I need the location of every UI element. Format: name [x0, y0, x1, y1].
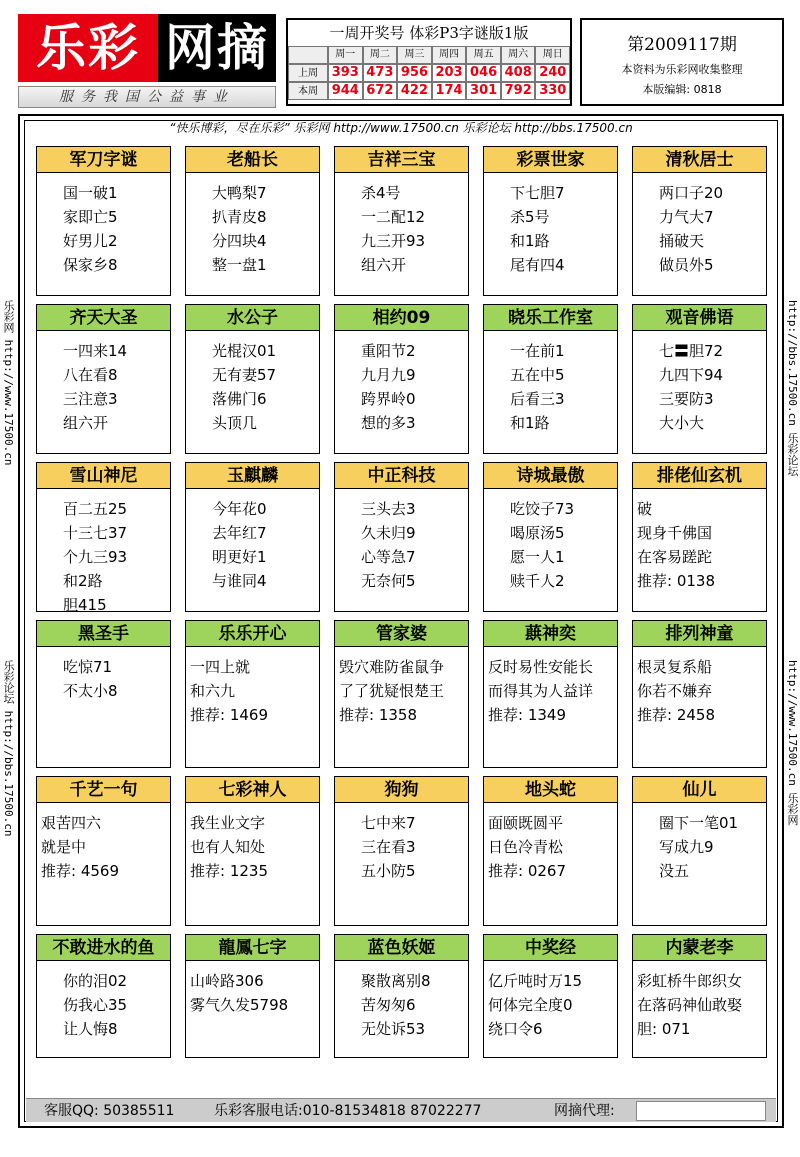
riddle-line: 国一破1 [63, 184, 118, 202]
riddle-box-title: 相约09 [335, 305, 468, 331]
riddle-box-body [37, 647, 170, 703]
riddle-line: 胆415 [63, 596, 107, 614]
riddle-box-body [186, 961, 319, 1017]
footer-phone: 乐彩客服电话:010-81534818 87022277 [214, 1103, 482, 1119]
riddle-box-body [484, 173, 617, 277]
riddle-line: 赎千人2 [510, 572, 565, 590]
riddle-line: 胆: 071 [637, 1020, 691, 1038]
day-cell: 周二 [363, 46, 398, 64]
riddle-line: 推荐: 2458 [637, 706, 715, 724]
issue-number: 第2009117期 [627, 35, 737, 55]
riddle-box-title: 清秋居士 [633, 147, 766, 173]
riddle-box [36, 776, 171, 926]
riddle-box-title: 雪山神尼 [37, 463, 170, 489]
riddle-line: 组六开 [63, 414, 109, 432]
riddle-box-body [186, 647, 319, 727]
riddle-box-title: 龍鳳七字 [186, 935, 319, 961]
riddle-line: 百二五25 [63, 500, 128, 518]
riddle-line: 光棍汉01 [212, 342, 277, 360]
riddle-line: 个九三93 [63, 548, 128, 566]
this-week-row [288, 82, 570, 100]
riddle-line: 无有妻57 [212, 366, 277, 384]
riddle-box [632, 620, 767, 768]
riddle-line: 推荐: 1349 [488, 706, 566, 724]
riddle-box-body [335, 331, 468, 435]
riddle-box-body [335, 173, 468, 277]
riddle-box-title: 彩票世家 [484, 147, 617, 173]
riddle-line: 一在前1 [510, 342, 565, 360]
riddle-line: 大小大 [659, 414, 705, 432]
riddle-box-title: 七彩神人 [186, 777, 319, 803]
logo-part2: 网摘 [158, 14, 276, 82]
day-cell: 周四 [432, 46, 467, 64]
issue-editor: 本版编辑: 0818 [642, 83, 722, 96]
riddle-box-title: 中正科技 [335, 463, 468, 489]
issue-note: 本资料为乐彩网收集整理 [621, 63, 743, 76]
day-cell: 周日 [535, 46, 570, 64]
riddle-box-body [37, 803, 170, 883]
riddle-line: 九月九9 [361, 366, 416, 384]
this-week-label: 本周 [288, 82, 328, 100]
riddle-box-body [484, 803, 617, 883]
riddle-box [632, 934, 767, 1058]
number-cell: 046 [466, 64, 501, 82]
number-cell: 301 [466, 82, 501, 100]
riddle-box [632, 776, 767, 926]
riddle-line: 何体完全度0 [488, 996, 573, 1014]
riddle-box-title: 中奖经 [484, 935, 617, 961]
riddle-line: 整一盘1 [212, 256, 267, 274]
slogan: 服务我国公益事业 [18, 86, 276, 108]
riddle-box [334, 934, 469, 1058]
number-cell: 174 [432, 82, 467, 100]
riddle-line: 三头去3 [361, 500, 416, 518]
riddle-line: 七〓胆72 [659, 342, 724, 360]
riddle-line: 艰苦四六 [41, 814, 102, 832]
riddle-line: 也有人知处 [190, 838, 266, 856]
riddle-line: 分四块4 [212, 232, 267, 250]
footer [26, 1098, 776, 1122]
riddle-line: 喝原汤5 [510, 524, 565, 542]
riddle-box [483, 776, 618, 926]
riddle-line: 根灵复系船 [637, 658, 713, 676]
riddle-line: 面颐既圆平 [488, 814, 564, 832]
day-cell: 周三 [397, 46, 432, 64]
riddle-box-title: 乐乐开心 [186, 621, 319, 647]
side-text-right-bottom: http://www.17500.cn 乐彩网 [786, 660, 799, 826]
riddle-box [36, 304, 171, 454]
number-cell: 473 [363, 64, 398, 82]
riddle-line: 亿斤吨时万15 [488, 972, 583, 990]
riddle-box-title: 排佬仙玄机 [633, 463, 766, 489]
riddle-box-body [186, 803, 319, 883]
riddle-line: 破 [637, 500, 653, 518]
riddle-line: 组六开 [361, 256, 407, 274]
riddle-line: 聚散离别8 [361, 972, 431, 990]
riddle-box [36, 620, 171, 768]
riddle-box [632, 462, 767, 612]
riddle-line: 杀5号 [510, 208, 550, 226]
riddle-line: 苦匆匆6 [361, 996, 416, 1014]
tagline: “快乐博彩，尽在乐彩” 乐彩网 http://www.17500.cn 乐彩论坛 http://bbs.17500.cn [169, 121, 633, 135]
riddle-box-title: 玉麒麟 [186, 463, 319, 489]
lottery-table [286, 18, 572, 106]
riddle-box-body [186, 489, 319, 593]
riddle-line: 你的泪02 [63, 972, 128, 990]
riddle-box-body [186, 173, 319, 277]
riddle-box [483, 462, 618, 612]
riddle-box-title: 晓乐工作室 [484, 305, 617, 331]
riddle-line: 去年红7 [212, 524, 267, 542]
riddle-line: 彩虹桥牛郎织女 [637, 972, 743, 990]
side-text-left-top: 乐彩网 http://www.17500.cn [2, 300, 15, 466]
riddle-line: 跨界岭0 [361, 390, 416, 408]
riddle-line: 落佛门6 [212, 390, 267, 408]
number-cell: 330 [535, 82, 570, 100]
riddle-line: 两口子20 [659, 184, 724, 202]
riddle-box [483, 620, 618, 768]
lottery-day-row [288, 46, 570, 64]
riddle-box-body [633, 803, 766, 883]
riddle-box-body [335, 961, 468, 1041]
riddle-box-body [37, 961, 170, 1041]
number-cell: 408 [501, 64, 536, 82]
riddle-box [334, 462, 469, 612]
riddle-line: 你若不嫌弃 [637, 682, 713, 700]
riddle-line: 七中来7 [361, 814, 416, 832]
agent-field [636, 1101, 766, 1121]
riddle-box [334, 146, 469, 296]
riddle-box [36, 146, 171, 296]
riddle-line: 雾气久发5798 [190, 996, 289, 1014]
footer-qq: 客服QQ: 50385511 [44, 1103, 175, 1119]
riddle-line: 捅破天 [659, 232, 705, 250]
last-week-label: 上周 [288, 64, 328, 82]
riddle-line: 无奈何5 [361, 572, 416, 590]
riddle-box-title: 狗狗 [335, 777, 468, 803]
issue-box [580, 18, 784, 106]
riddle-line: 九三开93 [361, 232, 426, 250]
riddle-line: 扒青皮8 [212, 208, 267, 226]
riddle-line: 尾有四4 [510, 256, 565, 274]
riddle-line: 九四下94 [659, 366, 724, 384]
riddle-box-title: 诗城最傲 [484, 463, 617, 489]
riddle-line: 保家乡8 [63, 256, 118, 274]
riddle-box-body [633, 647, 766, 727]
riddle-line: 反时易性安能长 [488, 658, 594, 676]
riddle-line: 推荐: 4569 [41, 862, 119, 880]
number-cell: 672 [363, 82, 398, 100]
riddle-line: 和2路 [63, 572, 103, 590]
riddle-line: 而得其为人益详 [488, 682, 594, 700]
riddle-box [36, 462, 171, 612]
riddle-box [185, 776, 320, 926]
riddle-line: 我生业文字 [190, 814, 266, 832]
riddle-box [334, 776, 469, 926]
riddle-box-body [633, 331, 766, 435]
riddle-line: 五在中5 [510, 366, 565, 384]
riddle-box-body [484, 331, 617, 435]
riddle-line: 一二配12 [361, 208, 426, 226]
logo [18, 14, 276, 82]
riddle-box [483, 304, 618, 454]
riddle-box-body [186, 331, 319, 435]
footer-agent: 网摘代理: [554, 1103, 615, 1119]
riddle-line: 推荐: 0138 [637, 572, 715, 590]
number-cell: 956 [397, 64, 432, 82]
riddle-line: 圈下一笔01 [659, 814, 739, 832]
riddle-box-title: 吉祥三宝 [335, 147, 468, 173]
lottery-title: 一周开奖号 体彩P3字谜版1版 [329, 24, 529, 42]
riddle-box-title: 管家婆 [335, 621, 468, 647]
number-cell: 944 [328, 82, 363, 100]
riddle-box [185, 462, 320, 612]
riddle-box-body [37, 331, 170, 435]
riddle-box-title: 不敢进水的鱼 [37, 935, 170, 961]
day-cell: 周六 [501, 46, 536, 64]
riddle-line: 杀4号 [361, 184, 401, 202]
riddle-line: 山岭路306 [190, 972, 264, 990]
last-week-row [288, 64, 570, 82]
riddle-line: 明更好1 [212, 548, 267, 566]
riddle-box-title: 观音佛语 [633, 305, 766, 331]
riddle-line: 后看三3 [510, 390, 565, 408]
riddle-line: 三注意3 [63, 390, 118, 408]
riddle-box-body [484, 489, 617, 593]
riddle-line: 和1路 [510, 232, 550, 250]
riddle-line: 心等急7 [361, 548, 416, 566]
riddle-box-title: 千艺一句 [37, 777, 170, 803]
riddle-box [483, 934, 618, 1058]
riddle-line: 下七胆7 [510, 184, 565, 202]
riddle-line: 吃惊71 [63, 658, 113, 676]
riddle-box [632, 146, 767, 296]
riddle-line: 了了犹疑恨楚王 [339, 682, 445, 700]
side-text-left-bottom: 乐彩论坛 http://bbs.17500.cn [2, 660, 15, 837]
riddle-box-title: 黑圣手 [37, 621, 170, 647]
riddle-line: 现身千佛国 [637, 524, 713, 542]
number-cell: 393 [328, 64, 363, 82]
riddle-box-title: 军刀字谜 [37, 147, 170, 173]
riddle-line: 没五 [659, 862, 690, 880]
riddle-line: 与谁同4 [212, 572, 267, 590]
side-text-right-top: http://bbs.17500.cn 乐彩论坛 [786, 300, 799, 477]
riddle-line: 大鸭梨7 [212, 184, 267, 202]
riddle-line: 一四上就 [190, 658, 251, 676]
riddle-box-title: 齐天大圣 [37, 305, 170, 331]
riddle-box-body [335, 647, 468, 727]
riddle-line: 写成九9 [659, 838, 714, 856]
riddle-box [36, 934, 171, 1058]
riddle-box-body [633, 173, 766, 277]
logo-part1: 乐彩 [18, 14, 158, 82]
riddle-line: 绕口令6 [488, 1020, 543, 1038]
riddle-box [185, 304, 320, 454]
riddle-box [632, 304, 767, 454]
riddle-line: 久未归9 [361, 524, 416, 542]
riddle-box-body [633, 961, 766, 1041]
riddle-box-title: 老船长 [186, 147, 319, 173]
riddle-line: 在落码神仙敢娶 [637, 996, 743, 1014]
riddle-box-title: 地头蛇 [484, 777, 617, 803]
riddle-line: 想的多3 [361, 414, 416, 432]
riddle-line: 和1路 [510, 414, 550, 432]
riddle-line: 重阳节2 [361, 342, 416, 360]
riddle-line: 八在看8 [63, 366, 118, 384]
riddle-box-title: 内蒙老李 [633, 935, 766, 961]
riddle-line: 无处诉53 [361, 1020, 426, 1038]
riddle-line: 伤我心35 [63, 996, 128, 1014]
riddle-box-body [484, 647, 617, 727]
riddle-line: 在客易蹉跎 [637, 548, 713, 566]
number-cell: 422 [397, 82, 432, 100]
riddle-box-title: 排列神童 [633, 621, 766, 647]
number-cell: 792 [501, 82, 536, 100]
riddle-box-body [484, 961, 617, 1041]
riddle-box-body [633, 489, 766, 593]
riddle-line: 吃饺子73 [510, 500, 575, 518]
riddle-line: 让人悔8 [63, 1020, 118, 1038]
riddle-box [334, 304, 469, 454]
number-cell: 203 [432, 64, 467, 82]
riddle-line: 十三七37 [63, 524, 128, 542]
riddle-box-body [37, 489, 170, 617]
riddle-line: 五小防5 [361, 862, 416, 880]
riddle-line: 家即亡5 [63, 208, 118, 226]
riddle-box-title: 蕻神奕 [484, 621, 617, 647]
riddle-line: 好男儿2 [63, 232, 118, 250]
riddle-line: 推荐: 1235 [190, 862, 268, 880]
riddle-line: 愿一人1 [510, 548, 565, 566]
riddle-box-body [335, 803, 468, 883]
number-cell: 240 [535, 64, 570, 82]
riddle-line: 推荐: 1469 [190, 706, 268, 724]
riddle-line: 头顶几 [212, 414, 258, 432]
riddle-line: 日色冷青松 [488, 838, 564, 856]
riddle-box-body [37, 173, 170, 277]
day-cell: 周一 [328, 46, 363, 64]
riddle-box [185, 146, 320, 296]
riddle-line: 推荐: 0267 [488, 862, 566, 880]
riddle-box [185, 934, 320, 1058]
riddle-box-body [335, 489, 468, 593]
riddle-line: 推荐: 1358 [339, 706, 417, 724]
riddle-box [185, 620, 320, 768]
riddle-line: 力气大7 [659, 208, 714, 226]
riddle-line: 不太小8 [63, 682, 118, 700]
riddle-line: 一四来14 [63, 342, 128, 360]
riddle-line: 今年花0 [212, 500, 267, 518]
riddle-box-title: 蓝色妖姬 [335, 935, 468, 961]
riddle-line: 和六九 [190, 682, 236, 700]
riddle-line: 三要防3 [659, 390, 714, 408]
riddle-line: 三在看3 [361, 838, 416, 856]
riddle-box-title: 仙儿 [633, 777, 766, 803]
riddle-line: 做员外5 [659, 256, 714, 274]
riddle-box [483, 146, 618, 296]
riddle-box [334, 620, 469, 768]
riddle-line: 就是中 [41, 838, 87, 856]
riddle-box-title: 水公子 [186, 305, 319, 331]
riddle-line: 毁穴难防雀鼠争 [339, 658, 445, 676]
day-cell: 周五 [466, 46, 501, 64]
